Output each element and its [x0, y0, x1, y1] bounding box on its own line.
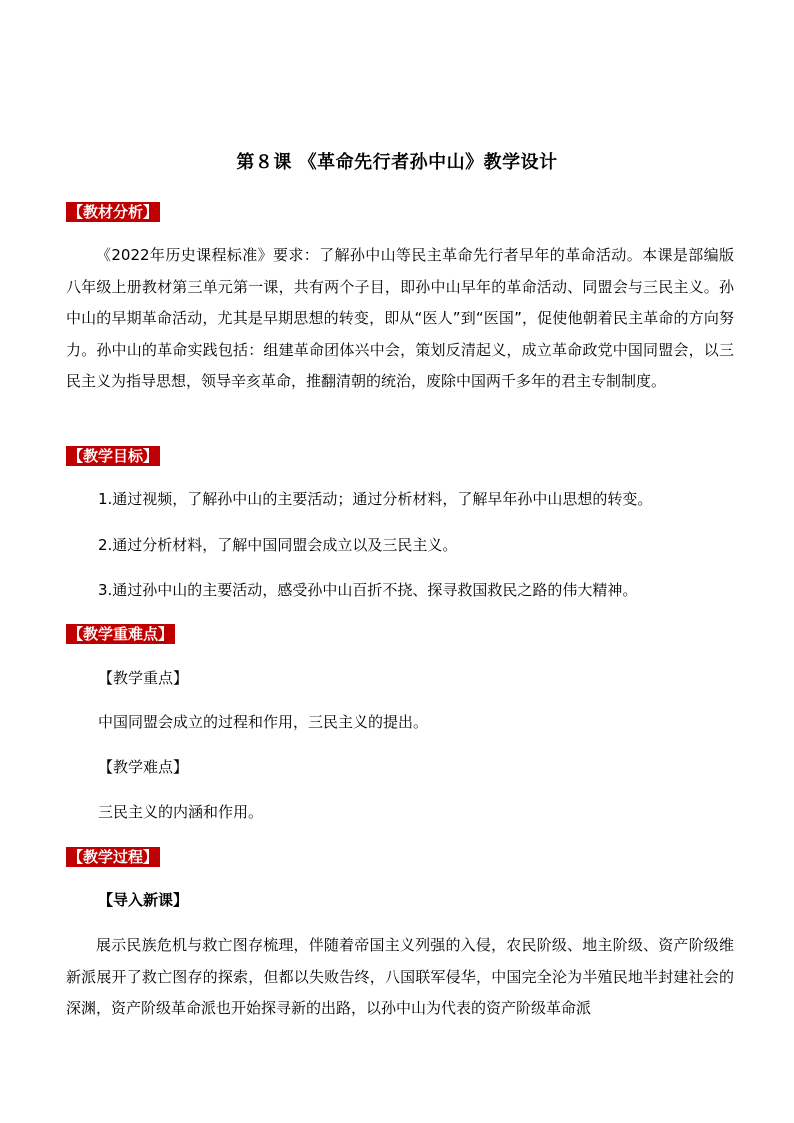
teaching-goal-item: 2.通过分析材料，了解中国同盟会成立以及三民主义。 [98, 536, 458, 554]
intro-paragraph: 展示民族危机与救亡图存梳理，伴随着帝国主义列强的入侵，农民阶级、地主阶级、资产阶级维新派展开了救亡图存的探索，但都以失败告终，八国联军侵华，中国完全沦为半殖民地半封建社会的深渊，资产阶级革命派也开始探寻新的出路，以孙中山为代表的资产阶级革命派 [66, 936, 734, 1017]
section-heading-textbook-analysis: 【教材分析】 [68, 203, 159, 221]
intro-label: 【导入新课】 [98, 891, 189, 909]
difficult-points-label: 【教学难点】 [98, 758, 189, 776]
textbook-analysis-paragraph: 《2022年历史课程标准》要求：了解孙中山等民主革命先行者早年的革命活动。本课是部编版八年级上册教材第三单元第一课，共有两个子目，即孙中山早年的革命活动、同盟会与三民主义。孙中山的早期革命活动，尤其是早期思想的转变，即从“医人”到“医国”，促使他朝着民主革命的方向努力。孙中山的革命实践包括：组建革命团体兴中会，策划反清起义，成立革命政党中国同盟会，以三民主义为指导思想，领导辛亥革命，推翻清朝的统治，废除中国两千多年的君主专制制度。 [66, 246, 734, 390]
teaching-goal-item: 1.通过视频，了解孙中山的主要活动；通过分析材料，了解早年孙中山思想的转变。 [98, 490, 653, 508]
section-heading-teaching-goals: 【教学目标】 [68, 447, 159, 465]
difficult-points-text: 三民主义的内涵和作用。 [98, 803, 264, 821]
key-points-label: 【教学重点】 [98, 669, 189, 687]
page-title: 第８课 《革命先行者孙中山》教学设计 [236, 152, 558, 173]
key-points-text: 中国同盟会成立的过程和作用，三民主义的提出。 [98, 713, 429, 731]
section-heading-key-difficult-points: 【教学重难点】 [68, 625, 174, 643]
teaching-goal-item: 3.通过孙中山的主要活动，感受孙中山百折不挠、探寻救国救民之路的伟大精神。 [98, 581, 638, 599]
section-heading-teaching-process: 【教学过程】 [68, 848, 159, 866]
